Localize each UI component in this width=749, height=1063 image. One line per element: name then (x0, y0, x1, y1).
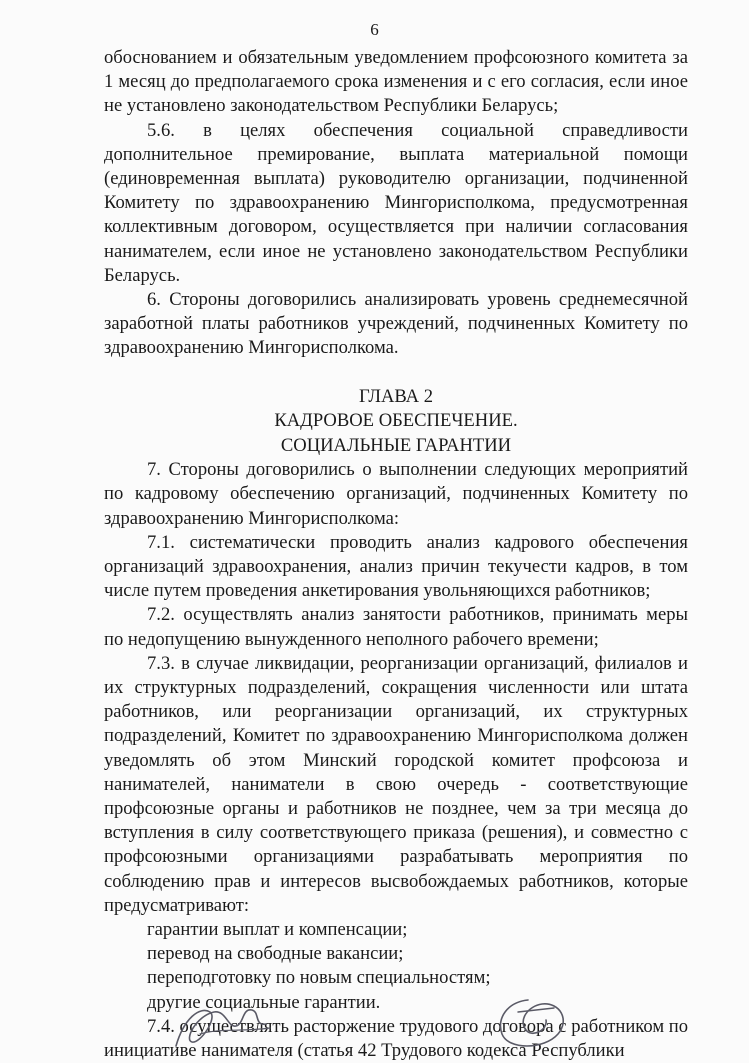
signature-right (488, 990, 578, 1054)
chapter-title-line-2: СОЦИАЛЬНЫЕ ГАРАНТИИ (280, 434, 512, 456)
document-body (104, 46, 688, 1063)
paragraph-7-3: 7.3. в случае ликвидации, реорганизации организаций, филиалов и их структурных подразделений, сокращения численности или штата работников, или реорганизации организаций, их структурных подразделений, Комитет по здравоохранению Мингорисполкома должен уведомлять об этом Минский городской комитет профсоюза и нанимателей, наниматели в свою очередь - соответствующие профсоюзные органы и работников не позднее, чем за три месяца до вступления в силу соответствующего приказа (решения), и совместно с профсоюзными организациями разрабатывать мероприятия по соблюдению прав и интересов высвобождаемых работников, которые предусматривают: (104, 652, 688, 916)
paragraph-5-6: 5.6. в целях обеспечения социальной справедливости дополнительное премирование, выплата материальной помощи (единовременная выплата) руководителю организации, подчиненной Комитету по здравоохранению Мингорисполкома, предусмотренная коллективным договором, осуществляется при наличии согласования нанимателем, если иное не установлено законодательством Республики Беларусь. (104, 119, 688, 286)
paragraph-7: 7. Стороны договорились о выполнении следующих мероприятий по кадровому обеспечению организаций, подчиненных Комитету по здравоохранению Мингорисполкома: (104, 459, 688, 529)
chapter-number: ГЛАВА 2 (359, 385, 433, 407)
list-item: другие социальные гарантии. (147, 991, 381, 1013)
paragraph-7-1: 7.1. систематически проводить анализ кадрового обеспечения организаций здравоохранения, анализ причин текучести кадров, в том числе путем проведения анкетирования увольняющихся работников; (104, 531, 688, 602)
blank-line (104, 361, 688, 385)
paragraph-6: 6. Стороны договорились анализировать уровень среднемесячной заработной платы работников учреждений, подчиненных Комитету по здравоохранению Мингорисполкома. (104, 289, 688, 359)
list-item: перевод на свободные вакансии; (147, 943, 404, 965)
page-number: 6 (370, 20, 379, 39)
list-item: гарантии выплат и компенсации; (147, 919, 408, 940)
list-item: переподготовку по новым специальностям; (147, 967, 491, 989)
paragraph-7-2: 7.2. осуществлять анализ занятости работников, принимать меры по недопущению вынужденного неполного рабочего времени; (104, 604, 688, 650)
signature-left (170, 998, 290, 1054)
paragraph-7-4: 7.4. осуществлять расторжение трудового договора с работником по инициативе нанимателя (статья 42 Трудового кодекса Республики (104, 1015, 688, 1062)
chapter-title-line-1: КАДРОВОЕ ОБЕСПЕЧЕНИЕ. (274, 410, 518, 432)
paragraph-continuation: обоснованием и обязательным уведомлением профсоюзного комитета за 1 месяц до предполагаемого срока изменения и с его согласия, если иное не установлено законодательством Республики Беларусь; (104, 47, 688, 117)
